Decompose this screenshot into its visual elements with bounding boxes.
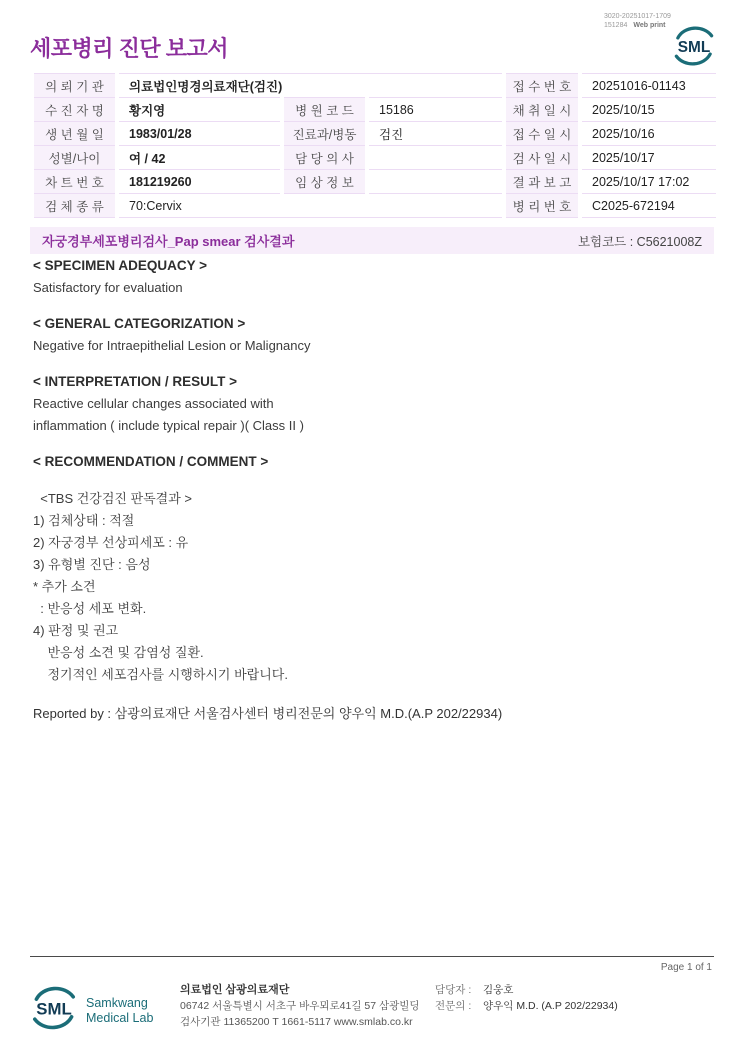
label-hospital-code: 병 원 코 드 [282, 98, 367, 122]
label-test-date: 검 사 일 시 [504, 146, 580, 170]
general-categorization-body: Negative for Intraepithelial Lesion or Malignancy [33, 338, 311, 353]
page-number: Page 1 of 1 [660, 962, 712, 973]
value-department: 검진 [367, 122, 504, 146]
footer-contact-specialist: 전문의 : 양우익 M.D. (A.P 202/22934) [435, 1000, 618, 1012]
footer-org-name: 의료법인 삼광의료재단 [180, 984, 290, 996]
recommendation-line: * 추가 소견 [33, 579, 96, 594]
label-clinical-info: 임 상 정 보 [282, 170, 367, 194]
interpretation-line: Reactive cellular changes associated with [33, 396, 274, 411]
label-pathology-no: 병 리 번 호 [504, 194, 580, 218]
table-row [32, 194, 716, 218]
value-receipt-date: 2025/10/16 [580, 122, 716, 146]
label-collection-date: 채 취 일 시 [504, 98, 580, 122]
page-title: 세포병리 진단 보고서 [30, 36, 228, 61]
footer-contacts [435, 982, 618, 1014]
test-name: 자궁경부세포병리검사_Pap smear 검사결과 [42, 234, 295, 249]
print-code-line2: 151284 Web print [604, 22, 666, 29]
value-patient-name: 황지영 [117, 98, 282, 122]
value-chart-no: 181219260 [117, 170, 282, 194]
recommendation-line: 반응성 소견 및 감염성 질환. [33, 645, 204, 660]
footer-contact-manager: 담당자 : 김웅호 [435, 984, 514, 996]
value-sex-age: 여 / 42 [117, 146, 282, 170]
footer-logo-wordmark: Samkwang Medical Lab [86, 995, 154, 1025]
label-specimen-type: 검 체 종 류 [32, 194, 117, 218]
table-row [32, 170, 716, 194]
label-result-report: 결 과 보 고 [504, 170, 580, 194]
recommendation-line: 1) 검체상태 : 적절 [33, 513, 135, 528]
footer-registration: 검사기관 11365200 T 1661-5117 www.smlab.co.kr [180, 1016, 413, 1028]
patient-info-table [30, 73, 716, 218]
sml-logo-icon [30, 986, 78, 1035]
value-receipt-no: 20251016-01143 [580, 74, 716, 98]
recommendation-line: 3) 유형별 진단 : 음성 [33, 557, 151, 572]
label-chart-no: 차 트 번 호 [32, 170, 117, 194]
sml-logo-icon [672, 26, 716, 71]
recommendation-line: <TBS 건강검진 판독결과 > [33, 491, 193, 506]
table-row [32, 122, 716, 146]
test-banner [30, 227, 714, 254]
result-body [33, 255, 693, 725]
interpretation-line: inflammation ( include typical repair )( Class II ) [33, 418, 304, 433]
footer-divider [30, 956, 714, 957]
value-clinical-info [367, 170, 504, 194]
value-pathology-no: C2025-672194 [580, 194, 716, 218]
label-patient-name: 수 진 자 명 [32, 98, 117, 122]
footer-address: 06742 서울특별시 서초구 바우뫼로41길 57 삼광빌딩 [180, 1000, 420, 1012]
value-attending-doctor [367, 146, 504, 170]
label-birth-date: 생 년 월 일 [32, 122, 117, 146]
value-collection-date: 2025/10/15 [580, 98, 716, 122]
print-code-line1: 3020-20251017-1709 [604, 13, 671, 20]
value-birth-date: 1983/01/28 [117, 122, 282, 146]
recommendation-line: 4) 판정 및 권고 [33, 623, 119, 638]
label-receipt-no: 접 수 번 호 [504, 74, 580, 98]
reported-by: Reported by : 삼광의료재단 서울검사센터 병리전문의 양우익 M.D.(A.P 202/22934) [33, 706, 503, 721]
interpretation-heading: < INTERPRETATION / RESULT > [33, 374, 238, 389]
label-attending-doctor: 담 당 의 사 [282, 146, 367, 170]
general-categorization-heading: < GENERAL CATEGORIZATION > [33, 316, 246, 331]
specimen-adequacy-body: Satisfactory for evaluation [33, 280, 183, 295]
specimen-adequacy-heading: < SPECIMEN ADEQUACY > [33, 258, 208, 273]
value-test-date: 2025/10/17 [580, 146, 716, 170]
recommendation-heading: < RECOMMENDATION / COMMENT > [33, 454, 269, 469]
recommendation-line: : 반응성 세포 변화. [33, 601, 147, 616]
print-code [604, 12, 671, 30]
insurance-code: 보험코드 : C5621008Z [577, 234, 702, 249]
recommendation-line: 정기적인 세포검사를 시행하시기 바랍니다. [33, 667, 288, 682]
value-result-report: 2025/10/17 17:02 [580, 170, 716, 194]
table-row [32, 74, 716, 98]
label-sex-age: 성별/나이 [32, 146, 117, 170]
table-row [32, 146, 716, 170]
svg-text:SML: SML [36, 999, 72, 1019]
footer-org-block [180, 982, 420, 1030]
svg-text:SML: SML [677, 38, 711, 56]
table-row [32, 98, 716, 122]
label-receipt-date: 접 수 일 시 [504, 122, 580, 146]
label-department: 진료과/병동 [282, 122, 367, 146]
web-print-label: Web print [633, 22, 666, 29]
footer-logo [30, 986, 153, 1035]
value-requesting-org: 의료법인명경의료재단(검진) [117, 74, 504, 98]
value-hospital-code: 15186 [367, 98, 504, 122]
label-requesting-org: 의 뢰 기 관 [32, 74, 117, 98]
value-specimen-type: 70:Cervix [117, 194, 504, 218]
recommendation-line: 2) 자궁경부 선상피세포 : 유 [33, 535, 189, 550]
recommendation-block [33, 488, 693, 686]
